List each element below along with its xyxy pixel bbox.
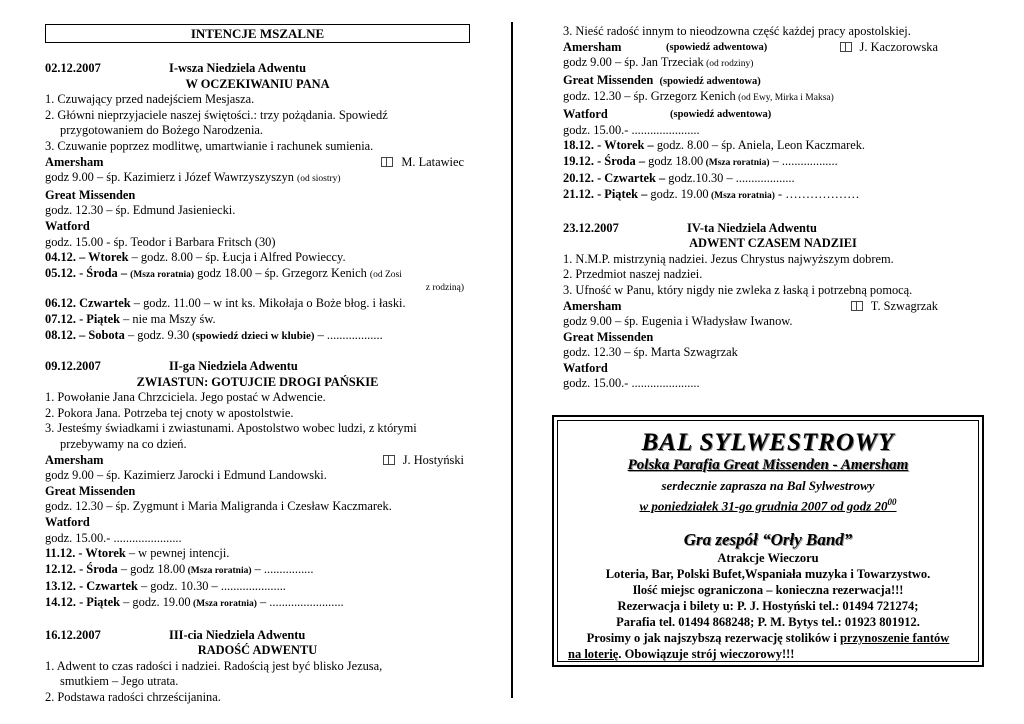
weekday-text: – godz. 11.00 – w int ks. Mikołaja o Boże błog. i łaski.: [130, 296, 406, 311]
weekday-text: godz.10.30 – ...................: [665, 171, 795, 186]
location-amersham: Amersham: [563, 39, 622, 54]
new-year-ball-ad: [552, 415, 984, 667]
mass-line: godz 9.00 – śp. Kazimierz Jarocki i Edmund Landowski.: [45, 468, 327, 483]
point-2: 2. Przedmiot naszej nadziei.: [563, 267, 703, 282]
confession-note: (spowiedź adwentowa): [659, 75, 761, 87]
point-1: 1. Powołanie Jana Chrzciciela. Jego postać w Adwencie.: [45, 390, 326, 405]
weekday-label: 05.12. - Środa: [45, 265, 118, 280]
mass-line: [45, 170, 470, 188]
open-book-icon: [851, 301, 863, 311]
mass-note: (spowiedź dzieci w klubie): [189, 329, 315, 342]
weekday-text: godz 18.00: [645, 153, 704, 168]
weekday-tail: - ………………: [774, 186, 860, 201]
mass-line: godz 9.00 – śp. Eugenia i Władysław Iwanow.: [563, 314, 793, 329]
weekday-text: – nie ma Mszy św.: [120, 311, 216, 326]
ad-text-underlined: na loterię: [568, 647, 619, 662]
location-watford: Watford: [45, 218, 90, 233]
weekday-line: [563, 187, 983, 205]
week-date: 02.12.2007: [45, 61, 101, 75]
weekday-text: – godz. 8.00 – śp. Łucja i Alfred Powieccy.: [128, 250, 346, 265]
reader-name: M. Latawiec: [401, 154, 464, 169]
weekday-label: 08.12. – Sobota: [45, 327, 125, 342]
weekday-label: 11.12. - Wtorek: [45, 546, 126, 561]
mass-note: (Msza roratnia): [708, 190, 775, 201]
weekday-line: [45, 296, 470, 312]
mass-line: [563, 55, 983, 73]
ad-subtitle: Polska Parafia Great Missenden - Amersham: [627, 457, 909, 473]
weekday-text: – godz. 9.30: [124, 327, 190, 342]
point-3-cont: przebywamy na co dzień.: [60, 437, 187, 452]
ad-date-text: w poniedziałek 31-go grudnia 2007 od godz 20: [639, 498, 888, 514]
location-amersham: Amersham: [45, 154, 104, 169]
weekday-line: [45, 595, 470, 613]
week-4-header: [563, 221, 983, 237]
reader-name: J. Hostyński: [402, 452, 464, 467]
location-great-missenden: Great Missenden: [45, 483, 136, 498]
week-theme: ZWIASTUN: GOTUJCIE DROGI PAŃSKIE: [136, 374, 379, 389]
ad-inner-frame: [557, 420, 979, 662]
weekday-line: [563, 171, 983, 187]
mass-note: (Msza roratnia): [185, 565, 252, 576]
reader-name: J. Kaczorowska: [859, 39, 938, 54]
mass-line: [563, 89, 983, 107]
mass-line: godz. 12.30 – śp. Zygmunt i Maria Maligranda i Czesław Kaczmarek.: [45, 499, 392, 514]
week-date: 09.12.2007: [45, 359, 101, 374]
week-date: 23.12.2007: [563, 220, 619, 235]
weekday-text: – godz. 19.00: [120, 595, 191, 609]
weekday-text: – godz. 10.30 – .....................: [137, 579, 286, 594]
amersham-row: [563, 40, 983, 56]
point-3: 3. Ufność w Panu, który nigdy nie zwleka z łaską i potrzebną pomocą.: [563, 282, 913, 297]
right-column: [563, 24, 983, 392]
weekday-label: 21.12. - Piątek –: [563, 186, 648, 201]
mass-note: z rodziną): [425, 283, 464, 294]
location-amersham: Amersham: [45, 452, 104, 467]
weekday-line: [45, 328, 470, 345]
weekday-label: 14.12. - Piątek: [45, 595, 121, 609]
weekday-label: 07.12. - Piątek: [45, 311, 121, 326]
point-3: 3. Czuwanie poprzez modlitwę, umartwianie i rachunek sumienia.: [45, 138, 374, 153]
reader: [381, 155, 464, 171]
point-1-cont: smutkiem – Jego utrata.: [60, 674, 179, 689]
mass-note: (od Ewy, Mirka i Maksa): [735, 93, 834, 104]
reader: [851, 299, 938, 315]
left-column: [45, 0, 470, 706]
weekday-label: 19.12. - Środa –: [563, 153, 646, 168]
open-book-icon: [383, 455, 395, 465]
week-theme: ADWENT CZASEM NADZIEI: [689, 236, 857, 251]
weekday-label: 04.12. – Wtorek: [45, 250, 129, 265]
weekday-line: [45, 562, 470, 580]
point-1: 1. Adwent to czas radości i nadziei. Radością jest być blisko Jezusa,: [45, 658, 383, 673]
ad-attractions-heading: Atrakcje Wieczoru: [717, 551, 819, 566]
location-watford: Watford: [563, 360, 608, 375]
open-book-icon: [381, 157, 393, 167]
point-1: 1. Czuwający przed nadejściem Mesjasza.: [45, 92, 255, 107]
ad-text: Prosimy o jak najszybszą rezerwację stolików i: [586, 631, 840, 646]
location-watford: Watford: [45, 515, 90, 530]
weekday-label: 06.12. Czwartek: [45, 296, 131, 311]
weekday-text: godz. 19.00: [647, 186, 709, 201]
ad-text-underlined: przynoszenie fantów: [839, 631, 950, 646]
point-2: 2. Główni nieprzyjaciele naszej świętości.: trzy pożądania. Spowiedź: [45, 107, 388, 122]
ad-date-minutes: 00: [887, 497, 897, 507]
weekday-tail: – ..................: [769, 153, 838, 168]
mass-text: godz 9.00 – śp. Kazimierz i Józef Wawrzyszyszyn: [45, 170, 294, 185]
weekday-text: – w pewnej intencji.: [125, 546, 230, 561]
amersham-row: [563, 299, 983, 315]
week-title: I-wsza Niedziela Adwentu: [169, 61, 306, 75]
weekday-label: 13.12. - Czwartek: [45, 579, 138, 594]
mass-line: godz. 15.00.- ......................: [45, 530, 182, 545]
point-3: 3. Jesteśmy świadkami i zwiastunami. Apostolstwo wobec ludzi, z którymi: [45, 421, 417, 436]
ad-line: Loteria, Bar, Polski Bufet,Wspaniała muzyka i Towarzystwo.: [605, 567, 931, 582]
mass-note: (Msza roratnia): [703, 157, 770, 168]
mass-text: godz. 12.30 – śp. Grzegorz Kenich: [563, 89, 736, 104]
mass-text: godz 9.00 – śp. Jan Trzeciak: [563, 55, 704, 70]
weekday-line: [45, 266, 470, 284]
location-great-missenden: Great Missenden: [45, 187, 136, 202]
confession-note: (spowiedź adwentowa): [670, 108, 772, 120]
week-theme: W OCZEKIWANIU PANA: [185, 76, 330, 91]
weekday-tail: – ..................: [314, 327, 383, 342]
weekday-line: [563, 138, 983, 154]
week-1-header: [45, 61, 470, 77]
reader: [383, 453, 464, 469]
column-divider: [511, 22, 513, 698]
mass-line: godz. 15.00 - śp. Teodor i Barbara Fritsch (30): [45, 234, 276, 249]
weekday-tail: – ........................: [256, 595, 344, 609]
point-1: 1. N.M.P. mistrzynią nadziei. Jezus Chrystus najwyższym dobrem.: [563, 251, 894, 266]
ad-title: BAL SYLWESTROWY: [641, 429, 895, 456]
location-great-missenden: Great Missenden: [563, 72, 654, 87]
mass-line: godz. 12.30 – śp. Edmund Jasieniecki.: [45, 203, 236, 218]
reader-name: T. Szwagrzak: [870, 298, 938, 313]
weekday-line: [563, 154, 983, 172]
ad-date: [558, 494, 978, 514]
amersham-row: [45, 155, 470, 171]
week-title: IV-ta Niedziela Adwentu: [687, 220, 817, 235]
mass-line: godz. 15.00.- ......................: [563, 122, 700, 137]
ad-line: Parafia tel. 01494 868248; P. M. Bytys tel.: 01923 801912.: [616, 615, 920, 630]
dash: –: [117, 265, 131, 280]
week-date: 16.12.2007: [45, 627, 101, 642]
point-2: 2. Pokora Jana. Potrzeba tej cnoty w apostolstwie.: [45, 405, 294, 420]
week-2-header: [45, 359, 470, 375]
reader: [840, 40, 938, 56]
amersham-row: [45, 453, 470, 469]
ad-line: [558, 646, 978, 662]
gm-row: [563, 73, 983, 90]
point-2-cont: przygotowaniem do Bożego Narodzenia.: [60, 123, 263, 138]
weekday-line: [45, 312, 470, 328]
ad-line: Rezerwacja i bilety u: P. J. Hostyński tel.: 01494 721274;: [617, 599, 919, 614]
weekday-label: 20.12. - Czwartek –: [563, 171, 666, 186]
point-2: 2. Podstawa radości chrześcijanina.: [45, 689, 221, 704]
mass-line: godz. 12.30 – śp. Marta Szwagrzak: [563, 345, 738, 360]
week-3-header: [45, 628, 470, 644]
confession-note: (spowiedź adwentowa): [666, 41, 768, 53]
weekday-label: 12.12. - Środa: [45, 561, 118, 576]
week-title: III-cia Niedziela Adwentu: [169, 627, 306, 642]
weekday-line: [45, 250, 470, 266]
mass-note: (od Zosi: [369, 269, 402, 280]
open-book-icon: [840, 42, 852, 52]
weekday-label: 18.12. - Wtorek –: [563, 138, 654, 153]
weekday-text: – godz 18.00: [117, 561, 186, 576]
mass-note: (Msza roratnia): [190, 599, 257, 609]
weekday-line: [45, 579, 470, 595]
mass-note: (od siostry): [297, 174, 341, 185]
page-title: INTENCJE MSZALNE: [45, 24, 470, 43]
location-great-missenden: Great Missenden: [563, 329, 654, 344]
weekday-text: godz. 8.00 – śp. Aniela, Leon Kaczmarek.: [653, 138, 866, 153]
ad-line: [558, 630, 978, 646]
weekday-tail: – ................: [251, 561, 314, 576]
watford-row: [563, 107, 983, 123]
ad-invite: serdecznie zaprasza na Bal Sylwestrowy: [661, 478, 875, 493]
weekday-text: godz 18.00 – śp. Grzegorz Kenich: [194, 265, 367, 280]
location-amersham: Amersham: [563, 298, 622, 313]
mass-note: (od rodziny): [703, 59, 754, 70]
point-3: 3. Nieść radość innym to nieodzowna część każdej pracy apostolskiej.: [563, 24, 911, 38]
week-theme: RADOŚĆ ADWENTU: [197, 643, 318, 658]
week-title: II-ga Niedziela Adwentu: [169, 359, 298, 374]
ad-line: Ilość miejsc ograniczona – konieczna rezerwacja!!!: [632, 583, 904, 598]
mass-note: (Msza roratnia): [130, 269, 195, 280]
ad-band: Gra zespół “Orły Band”: [683, 530, 853, 550]
location-watford: Watford: [563, 106, 608, 121]
mass-line: godz. 15.00.- ......................: [563, 376, 700, 391]
ad-text: . Obowiązuje strój wieczorowy!!!: [618, 647, 795, 662]
weekday-line: [45, 546, 470, 562]
